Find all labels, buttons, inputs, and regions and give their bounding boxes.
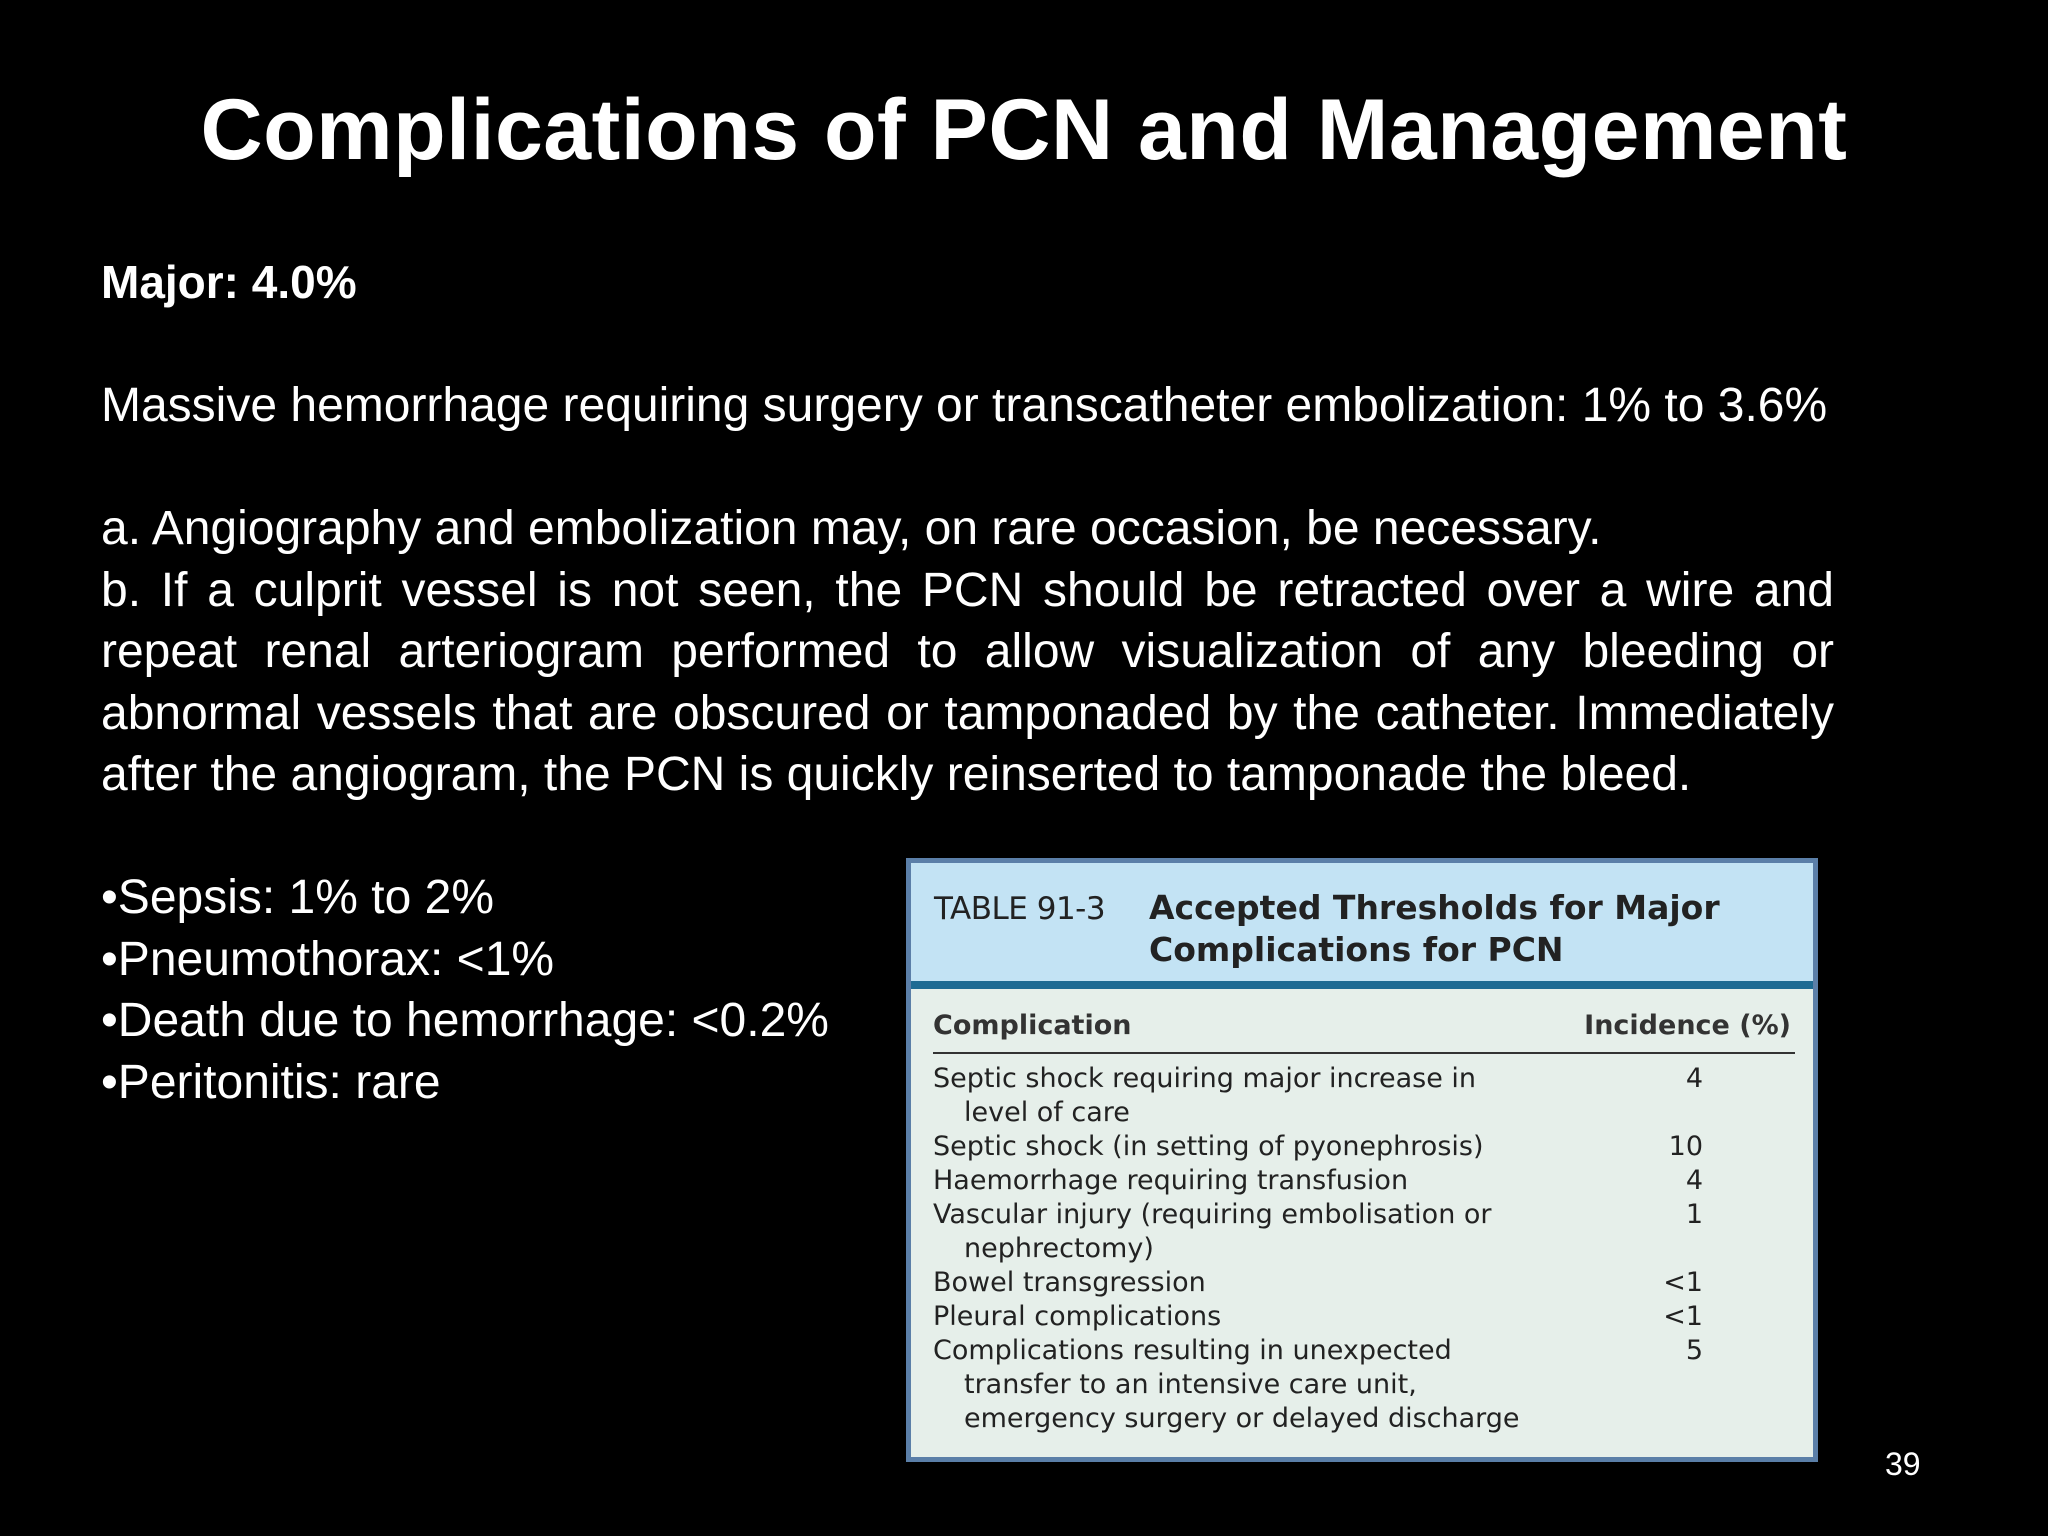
column-header-divider: [933, 1052, 1795, 1054]
major-complication-rate: Major: 4.0%: [101, 256, 357, 308]
table-title: Accepted Thresholds for Major Complications for PCN: [1149, 888, 1720, 969]
table-header: [911, 863, 1813, 981]
table-body: [933, 1062, 1795, 1436]
incidence-value: 1: [1685, 1199, 1703, 1230]
point-b: b. If a culprit vessel is not seen, the PCN should be retracted over a wire and repeat renal arteriogram performed to allow visualization of any bleeding or abnormal vessels that are obscured or tamponaded by the catheter. Immediately after the angiogram, the PCN is quickly reinserted to tamponade the bleed.: [101, 563, 1834, 801]
hemorrhage-text: Massive hemorrhage requiring surgery or transcatheter embolization: 1% to 3.6%: [101, 379, 1828, 432]
complications-table: [906, 858, 1818, 1462]
table-row: Haemorrhage requiring transfusion 4: [933, 1165, 1703, 1196]
list-item: •Death due to hemorrhage: <0.2%: [101, 994, 829, 1047]
table-row: Vascular injury (requiring embolisation or nephrectomy) 1: [933, 1199, 1703, 1264]
slide-title: Complications of PCN and Management: [200, 82, 1848, 178]
incidence-value: 5: [1685, 1335, 1703, 1366]
incidence-value: 4: [1685, 1063, 1703, 1094]
table-row: Complications resulting in unexpected transfer to an intensive care unit, emergency surgery or delayed discharge 5: [933, 1335, 1703, 1434]
incidence-value: 4: [1685, 1165, 1703, 1196]
column-header-complication: Complication: [933, 1010, 1132, 1041]
incidence-value: <1: [1663, 1267, 1703, 1298]
incidence-value: 10: [1668, 1131, 1703, 1162]
list-item: •Pneumothorax: <1%: [101, 932, 555, 986]
table-row: Septic shock (in setting of pyonephrosis) 10: [933, 1131, 1703, 1162]
table-row: Bowel transgression <1: [933, 1267, 1703, 1298]
list-item: •Sepsis: 1% to 2%: [101, 871, 494, 924]
table-row: Pleural complications <1: [933, 1301, 1703, 1332]
incidence-value: <1: [1663, 1301, 1703, 1332]
column-header-incidence: Incidence (%): [1584, 1010, 1791, 1041]
table-row: Septic shock requiring major increase in level of care 4: [933, 1063, 1703, 1128]
table-number: TABLE 91-3: [934, 891, 1106, 927]
table-header-divider: [911, 981, 1813, 989]
list-item: •Peritonitis: rare: [101, 1055, 441, 1109]
point-a: a. Angiography and embolization may, on rare occasion, be necessary.: [101, 502, 1602, 555]
page-number: 39: [1885, 1446, 1921, 1482]
